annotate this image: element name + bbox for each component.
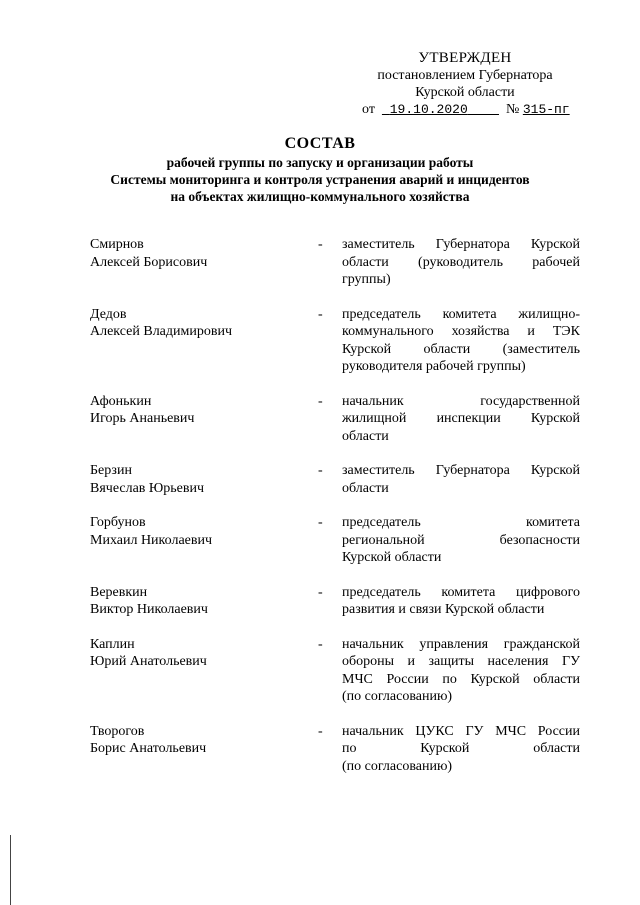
date-prefix: от [362,102,375,117]
member-row [90,236,580,289]
member-role-line: Курской области (заместитель [342,341,580,357]
heading-line-3: на объектах жилищно-коммунального хозяйства [170,189,470,204]
member-role [342,393,580,446]
member-dash: - [318,636,323,652]
member-role-line: жилищной инспекции Курской [342,411,580,426]
member-role-line: региональной безопасности [342,532,580,548]
member-role-line: председатель комитета цифрового [342,584,580,600]
member-role-line: руководителя рабочей группы) [342,359,526,374]
member-role-line: области (руководитель рабочей [342,254,580,270]
approval-number: 315-пг [522,102,570,117]
member-dash: - [318,723,323,739]
member-surname: Каплин [90,636,135,652]
member-row [90,584,580,619]
member-role [342,584,580,619]
member-row [90,462,580,497]
number-prefix: № [505,102,520,117]
member-surname: Афонькин [90,393,152,409]
margin-line [10,835,11,905]
member-row [90,636,580,706]
member-row [90,514,580,567]
member-given-names: Вячеслав Юрьевич [90,480,205,496]
member-role-line: заместитель Губернатора Курской [342,237,580,252]
member-role [342,236,580,289]
member-role [342,723,580,776]
member-role-line: начальник управления гражданской [342,636,580,652]
member-row [90,723,580,776]
member-role-line: обороны и защиты населения ГУ [342,654,580,669]
member-name [90,584,318,619]
member-name [90,514,318,567]
member-row [90,393,580,446]
heading-line-1: рабочей группы по запуску и организации работы [166,155,474,170]
member-given-names: Юрий Анатольевич [90,654,207,669]
member-dash: - [318,306,323,322]
member-role [342,462,580,497]
member-surname: Смирнов [90,237,144,252]
member-role-line: области [342,428,389,444]
member-given-names: Алексей Владимирович [90,324,233,339]
member-role-line: развития и связи Курской области [342,602,545,617]
member-dash: - [318,515,323,530]
approval-line-2: Курской области [415,85,515,100]
member-role-line: области [342,480,389,496]
member-dash: - [318,393,323,409]
member-name [90,462,318,497]
member-role-line: группы) [342,272,391,287]
approval-date-line [362,101,570,118]
approval-block [360,50,570,118]
document-heading [60,134,580,205]
member-row [90,306,580,376]
heading-line-2: Системы мониторинга и контроля устранения аварий и инцидентов [110,172,530,187]
member-dash: - [318,237,323,252]
member-surname: Берзин [90,463,132,478]
member-role-line: по Курской области [342,741,580,756]
member-name [90,306,318,376]
member-surname: Дедов [90,306,127,322]
member-surname: Горбунов [90,515,146,530]
member-surname: Творогов [90,723,145,739]
members-list [90,236,580,775]
member-role-line: начальник ЦУКС ГУ МЧС России [342,723,580,739]
approval-line-1: постановлением Губернатора [377,68,553,83]
member-role [342,514,580,567]
member-surname: Веревкин [90,584,148,600]
member-role-line: председатель комитета [342,515,580,530]
member-given-names: Борис Анатольевич [90,741,207,756]
member-given-names: Алексей Борисович [90,254,208,270]
member-name [90,393,318,446]
member-name [90,723,318,776]
member-role [342,636,580,706]
approval-date: 19.10.2020 [389,102,468,117]
member-role-line: начальник государственной [342,393,580,409]
member-role-line: председатель комитета жилищно- [342,306,580,322]
member-dash: - [318,584,323,600]
member-given-names: Виктор Николаевич [90,602,208,617]
member-role-line: Курской области [342,550,442,565]
member-role-line: (по согласованию) [342,758,453,774]
member-role-line: МЧС России по Курской области [342,671,580,687]
member-role-line: заместитель Губернатора Курской [342,463,580,478]
member-given-names: Михаил Николаевич [90,532,213,548]
member-dash: - [318,463,323,478]
approval-title: УТВЕРЖДЕН [418,50,512,66]
member-role [342,306,580,376]
member-name [90,636,318,706]
member-given-names: Игорь Ананьевич [90,411,195,426]
member-role-line: коммунального хозяйства и ТЭК [342,324,580,339]
member-name [90,236,318,289]
member-role-line: (по согласованию) [342,689,453,704]
heading-title: СОСТАВ [284,135,356,152]
